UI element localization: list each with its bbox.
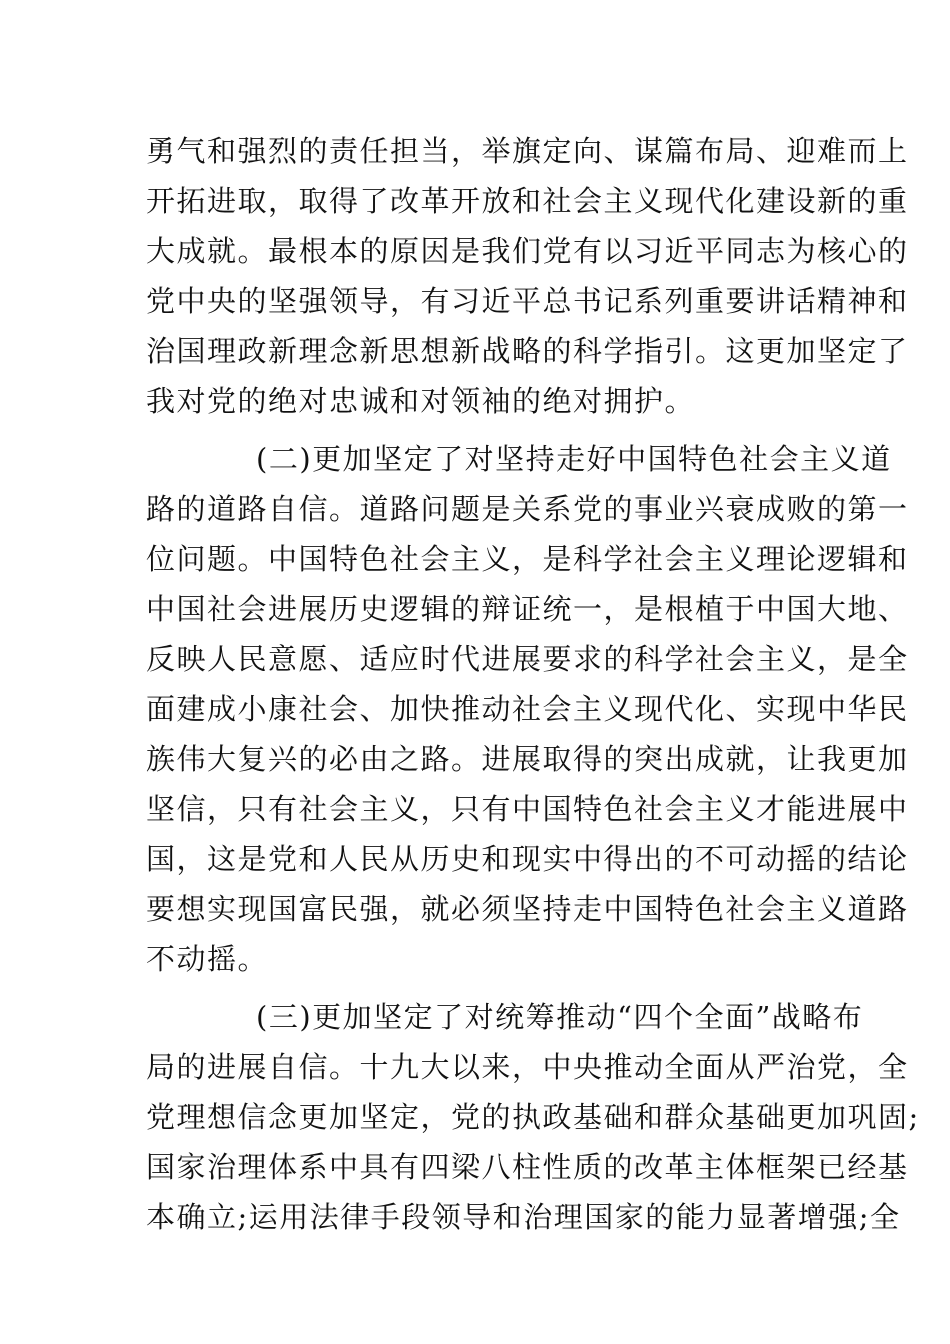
text-line: 勇气和强烈的责任担当，举旗定向、谋篇布局、迎难而上 [146, 134, 909, 168]
paragraph-spacer [146, 984, 826, 992]
text-line: 大成就。最根本的原因是我们党有以习近平同志为核心的 [146, 234, 909, 268]
text-line: 族伟大复兴的必由之路。进展取得的突出成就，让我更加 [146, 742, 909, 776]
paragraph-heading-line: (三)更加坚定了对统筹推动“四个全面”战略布 [256, 1000, 864, 1034]
body-text [146, 126, 920, 1242]
text-line: 要想实现国富民强，就必须坚持走中国特色社会主义道路 [146, 892, 909, 926]
text-line: 反映人民意愿、适应时代进展要求的科学社会主义，是全 [146, 642, 909, 676]
text-line: 治国理政新理念新思想新战略的科学指引。这更加坚定了 [146, 334, 909, 368]
text-line: 中国社会进展历史逻辑的辩证统一，是根植于中国大地、 [146, 592, 909, 626]
text-line: 坚信，只有社会主义，只有中国特色社会主义才能进展中 [146, 792, 909, 826]
text-line: 国家治理体系中具有四梁八柱性质的改革主体框架已经基 [146, 1150, 909, 1184]
text-line: 本确立;运用法律手段领导和治理国家的能力显著增强;全 [146, 1200, 901, 1234]
paragraph-1 [146, 126, 909, 426]
text-line: 开拓进取，取得了改革开放和社会主义现代化建设新的重 [146, 184, 909, 218]
text-line: 我对党的绝对忠诚和对领袖的绝对拥护。 [146, 384, 696, 418]
paragraph-heading-line: (二)更加坚定了对坚持走好中国特色社会主义道 [256, 442, 892, 476]
text-line: 党理想信念更加坚定，党的执政基础和群众基础更加巩固; [146, 1100, 920, 1134]
text-line: 国，这是党和人民从历史和现实中得出的不可动摇的结论 [146, 842, 909, 876]
text-line: 面建成小康社会、加快推动社会主义现代化、实现中华民 [146, 692, 909, 726]
text-line: 不动摇。 [146, 942, 269, 976]
paragraph-2 [146, 434, 909, 984]
paragraph-spacer [146, 426, 826, 434]
text-line: 局的进展自信。十九大以来，中央推动全面从严治党，全 [146, 1050, 909, 1084]
text-line: 路的道路自信。道路问题是关系党的事业兴衰成败的第一 [146, 492, 909, 526]
text-line: 党中央的坚强领导，有习近平总书记系列重要讲话精神和 [146, 284, 909, 318]
paragraph-3 [146, 992, 920, 1242]
text-line: 位问题。中国特色社会主义，是科学社会主义理论逻辑和 [146, 542, 909, 576]
